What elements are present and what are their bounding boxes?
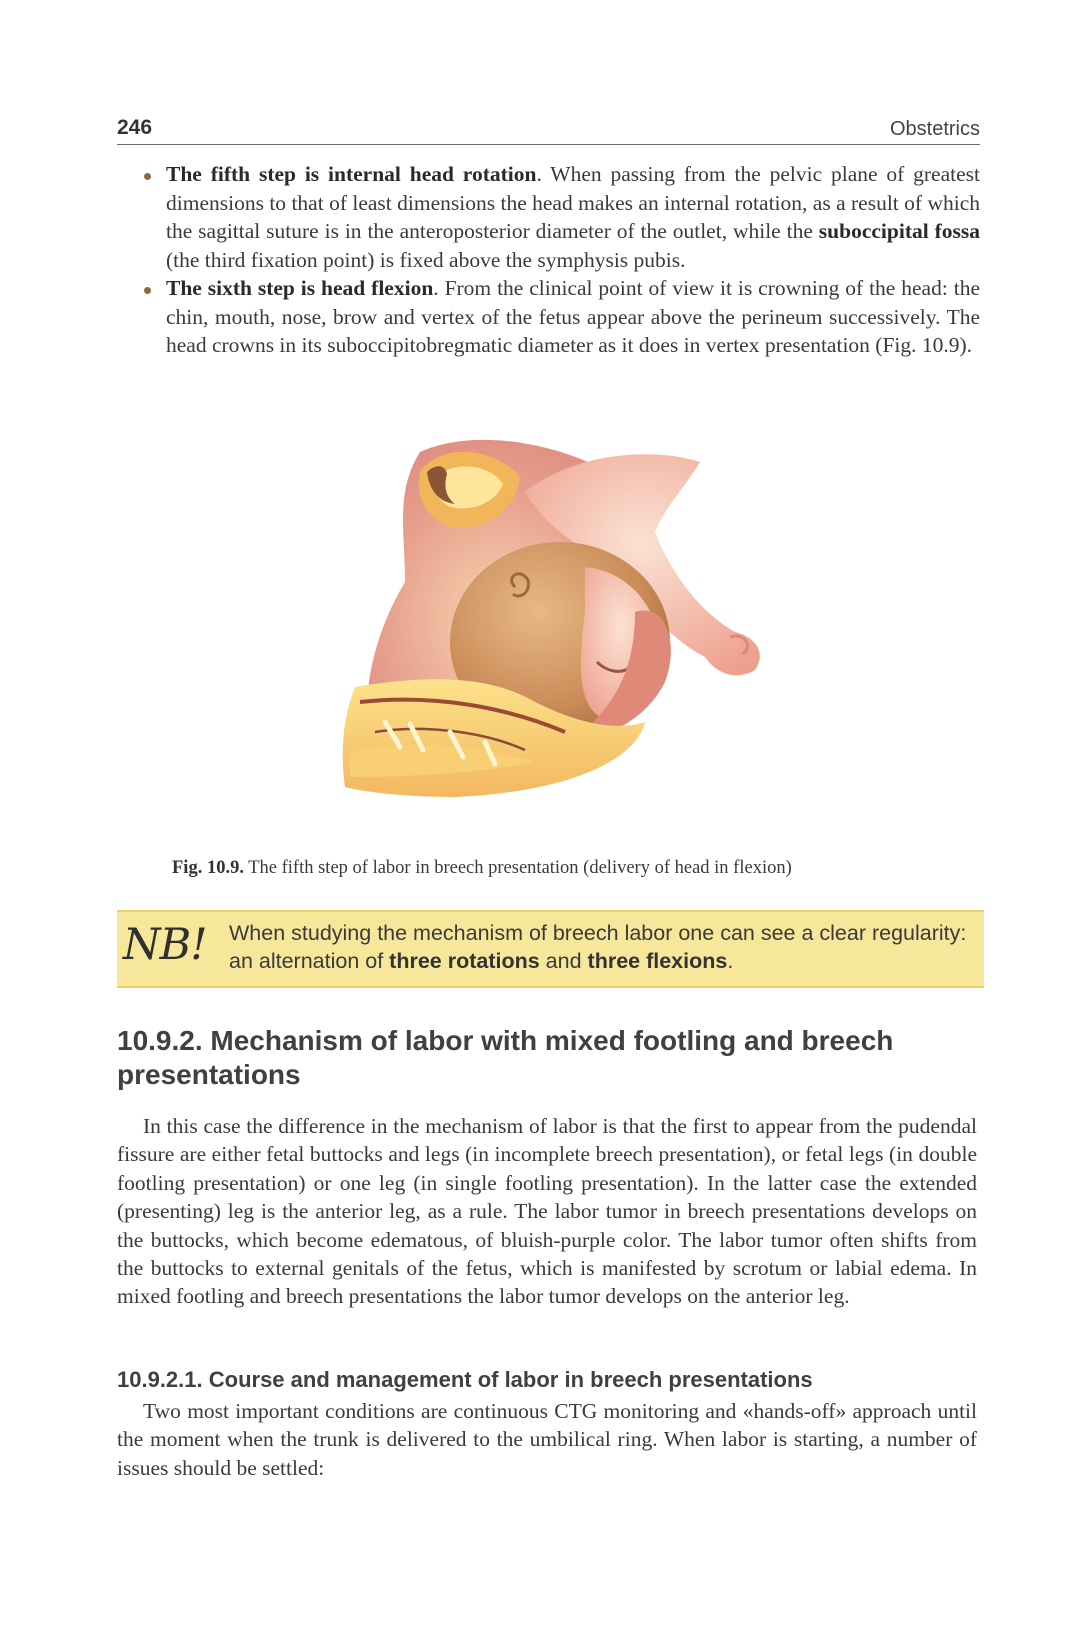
subsection-title: 10.9.2.1. Course and management of labor in breech presentations [117,1367,813,1392]
nb-text-part: . [727,949,734,973]
bullet-text: . From the clinical point of view it is crowning of the head: the chin, mouth, nose, brow and vertex of the fetus appear above the perineum successively. The head crowns in its suboccipitobregmatic diameter as it does in vertex presentation (Fig. 10.9). [166,276,980,357]
bullet-item [140,160,980,274]
section-paragraph: In this case the difference in the mechanism of labor is that the first to appear from the pudendal fissure are either fetal buttocks and legs (in incomplete breech presentation), or fetal legs (in double footling presentation) or one leg (in single footling presentation). In the latter case the extended (presenting) leg is the anterior leg, as a rule. The labor tumor in breech presentations develops on the buttocks, which become edematous, of bluish-purple color. The labor tumor often shifts from the buttocks to external genitals of the fetus, which is manifested by scrotum or labial edema. In mixed footling and breech presentations the labor tumor develops on the anterior leg. [117,1114,977,1309]
bullet-lead: The sixth step is head flexion [166,276,434,300]
bullet-item [140,274,980,360]
section-title: 10.9.2. Mechanism of labor with mixed footling and breech presentations [117,1025,894,1090]
bullet-text: (the third fixation point) is fixed above the symphysis pubis. [166,247,686,272]
page-number: 246 [117,116,153,139]
nb-text-part: and [539,949,588,973]
subsection-paragraph: Two most important conditions are continuous CTG monitoring and «hands-off» approach until the moment when the trunk is delivered to the umbilical ring. When labor is starting, a number of issues should be settled: [117,1399,977,1480]
page-header [117,110,980,145]
running-head: Obstetrics [889,118,980,140]
nb-bold-term: three rotations [389,949,540,973]
nb-text [229,919,969,975]
breech-delivery-illustration [335,432,795,824]
bullet-bold-term: suboccipital fossa [818,219,980,243]
nb-text-part: When studying the mechanism of breech labor one can see a clear regularity: an alternation of [229,921,967,973]
nb-callout [117,910,984,988]
figure-caption-text: The fifth step of labor in breech presentation (delivery of head in flexion) [248,858,792,878]
bullet-list [140,160,980,360]
figure-caption [172,858,972,879]
figure-label: Fig. 10.9. [172,858,244,878]
nb-mark: NB! [123,920,207,970]
bullet-lead: The fifth step is internal head rotation [166,162,537,186]
bullet-dot-icon [144,287,151,294]
bullet-text: . When passing from the pelvic plane of greatest dimensions to that of least dimensions the head makes an internal rotation, as a result of which the sagittal suture is in the anteroposterior diameter of the outlet, while the [166,162,980,243]
nb-bold-term: three flexions [587,949,728,973]
bullet-dot-icon [144,173,151,180]
